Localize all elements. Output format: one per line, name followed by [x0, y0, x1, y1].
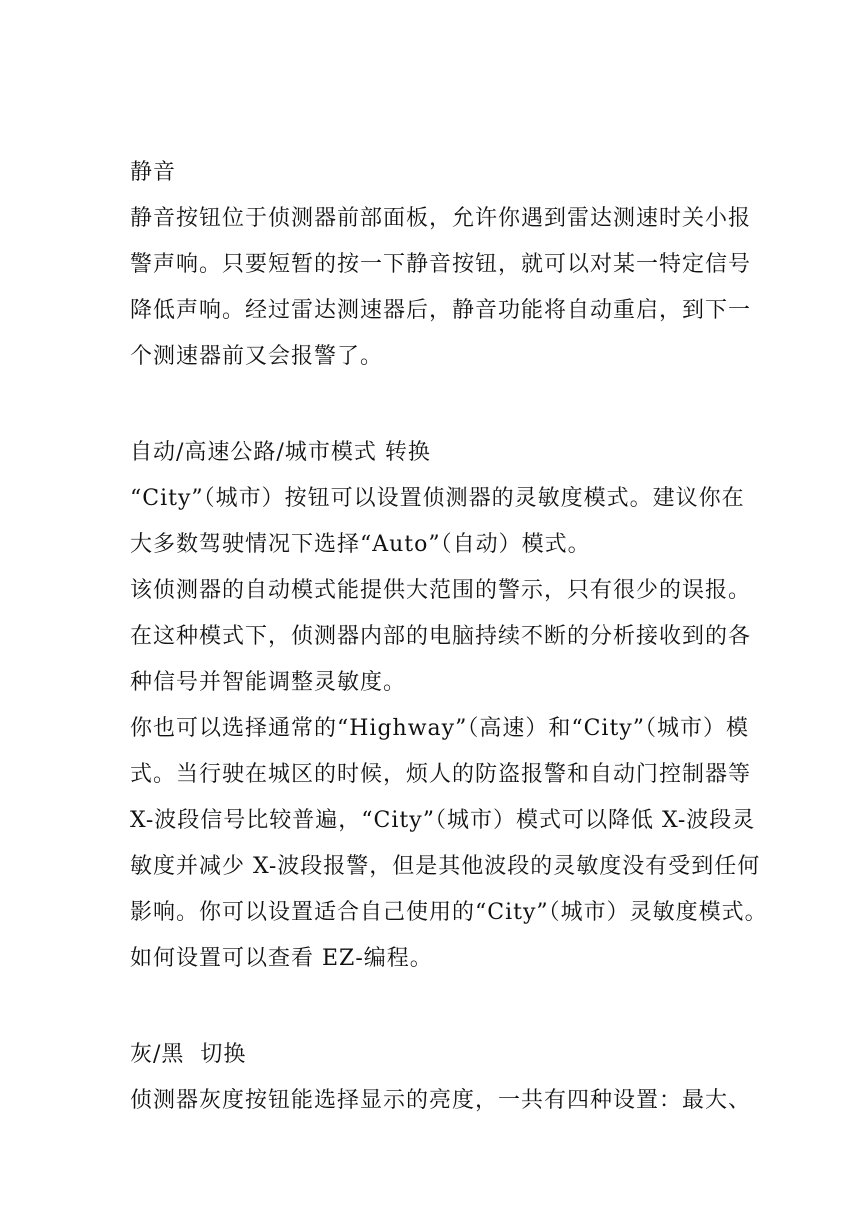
paragraph-line: 种信号并智能调整灵敏度。 — [130, 670, 407, 695]
section-heading-mute: 静音 — [130, 160, 177, 185]
paragraph-line: 侦测器灰度按钮能选择显示的亮度，一共有四种设置：最大、 — [130, 1088, 752, 1113]
section-spacer — [130, 380, 770, 430]
paragraph-line: X-波段信号比较普遍，“City”（城市）模式可以降低 X-波段灵 — [130, 808, 756, 833]
paragraph-line: 你也可以选择通常的“Highway”（高速）和“City”（城市）模 — [130, 716, 749, 741]
paragraph-line: 该侦测器的自动模式能提供大范围的警示，只有很少的误报。 — [130, 578, 752, 603]
paragraph-line: 警声响。只要短暂的按一下静音按钮，就可以对某一特定信号 — [130, 252, 752, 277]
paragraph-line: 影响。你可以设置适合自己使用的“City”（城市）灵敏度模式。 — [130, 900, 768, 925]
paragraph-line: 敏度并减少 X-波段报警，但是其他波段的灵敏度没有受到任何 — [130, 854, 761, 879]
document-page — [130, 150, 770, 1124]
paragraph-line: 个测速器前又会报警了。 — [130, 344, 384, 369]
paragraph-line: 大多数驾驶情况下选择“Auto”（自动）模式。 — [130, 532, 591, 557]
paragraph-line: 式。当行驶在城区的时候，烦人的防盗报警和自动门控制器等 — [130, 762, 752, 787]
paragraph-line: 降低声响。经过雷达测速器后，静音功能将自动重启，到下一 — [130, 298, 752, 323]
paragraph-line: 如何设置可以查看 EZ-编程。 — [130, 946, 433, 971]
section-heading-mode: 自动/高速公路/城市模式 转换 — [130, 440, 431, 465]
paragraph-line: 静音按钮位于侦测器前部面板，允许你遇到雷达测速时关小报 — [130, 206, 752, 231]
section-spacer — [130, 982, 770, 1032]
paragraph-line: 在这种模式下，侦测器内部的电脑持续不断的分析接收到的各 — [130, 624, 752, 649]
section-heading-dim: 灰/黑 切换 — [130, 1042, 247, 1067]
paragraph-line: “City”（城市）按钮可以设置侦测器的灵敏度模式。建议你在 — [130, 486, 745, 511]
